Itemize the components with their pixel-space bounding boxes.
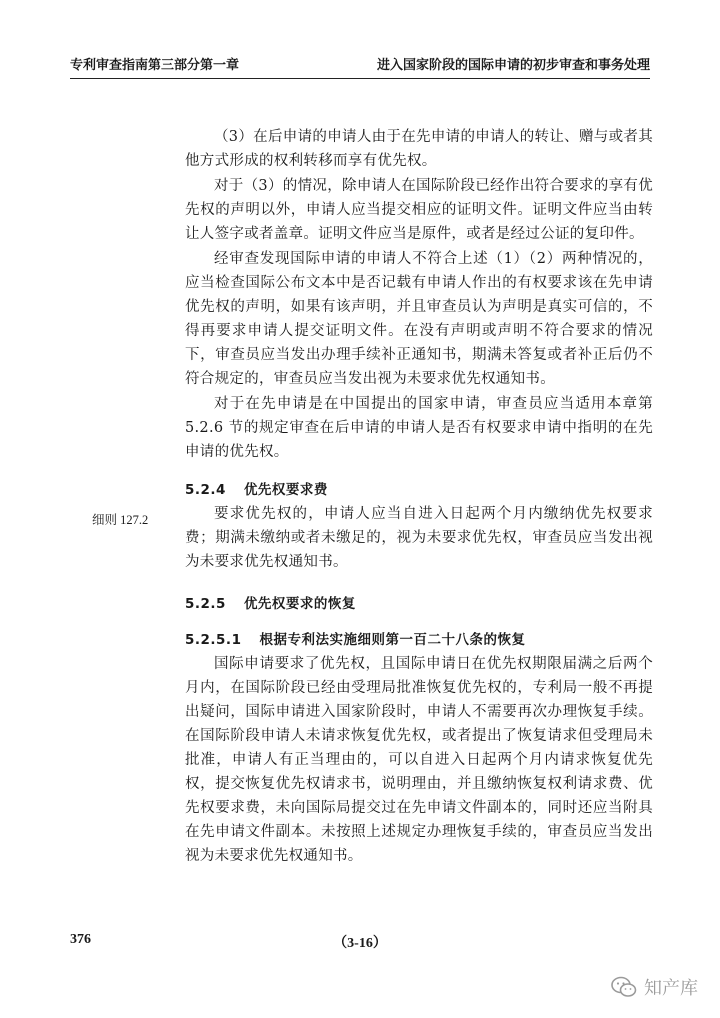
section-number: 5.2.5 bbox=[185, 596, 226, 612]
paragraph-transfer: （3）在后申请的申请人由于在先申请的申请人的转让、赠与或者其他方式形成的权利转移而享有优先权。 bbox=[185, 129, 653, 169]
watermark bbox=[610, 972, 698, 1002]
paragraph-declaration: 经审查发现国际申请的申请人不符合上述（1）（2）两种情况的，应当检查国际公布文本中是否记载有申请人作出的有权要求该在先申请优先权的声明，如果有该声明，并且审查员认为声明是真实可信的，不得再要求申请人提交证明文件。在没有声明或声明不符合要求的情况下，审查员应当发出办理手续补正通知书，期满未答复或者补正后仍不符合规定的，审查员应当发出视为未要求优先权通知书。 bbox=[185, 251, 653, 387]
margin-note-rule: 细则 127.2 bbox=[92, 513, 149, 527]
section-heading-5-2-4 bbox=[185, 478, 653, 502]
header-title: 进入国家阶段的国际申请的初步审查和事务处理 bbox=[376, 58, 650, 73]
running-header bbox=[70, 56, 650, 79]
paragraph-chinese-application: 对于在先申请是在中国提出的国家申请，审查员应当适用本章第 5.2.6 节的规定审查在后申请的申请人是否有权要求申请中指明的在先申请的优先权。 bbox=[185, 396, 653, 460]
header-chapter: 专利审查指南第三部分第一章 bbox=[70, 58, 240, 73]
section-title: 根据专利法实施细则第一百二十八条的恢复 bbox=[259, 632, 526, 648]
section-number: 5.2.5.1 bbox=[185, 632, 242, 648]
section-heading-5-2-5 bbox=[185, 592, 653, 616]
paragraph-priority-fee: 要求优先权的，申请人应当自进入日起两个月内缴纳优先权要求费；期满未缴纳或者未缴足的，视为未要求优先权，审查员应当发出视为未要求优先权通知书。 bbox=[185, 506, 653, 570]
paragraph-certificate: 对于（3）的情况，除申请人在国际阶段已经作出符合要求的享有优先权的声明以外，申请人应当提交相应的证明文件。证明文件应当由转让人签字或者盖章。证明文件应当是原件，或者是经过公证的复印件。 bbox=[185, 178, 653, 242]
section-title: 优先权要求费 bbox=[243, 482, 328, 498]
wechat-icon bbox=[610, 975, 638, 999]
section-heading-5-2-5-1 bbox=[185, 628, 653, 652]
watermark-text: 知产库 bbox=[644, 978, 698, 999]
section-page-ref: （3-16） bbox=[333, 936, 387, 951]
page-number: 376 bbox=[70, 932, 91, 947]
paragraph-restoration: 国际申请要求了优先权，且国际申请日在优先权期限届满之后两个月内，在国际阶段已经由受理局批准恢复优先权的，专利局一般不再提出疑问，国际申请进入国家阶段时，申请人不需要再次办理恢复手续。在国际阶段申请人未请求恢复优先权，或者提出了恢复请求但受理局未批准，申请人有正当理由的，可以自进入日起两个月内请求恢复优先权，提交恢复优先权请求书，说明理由，并且缴纳恢复权利请求费、优先权要求费，未向国际局提交过在先申请文件副本的，同时还应当附具在先申请文件副本。未按照上述规定办理恢复手续的，审查员应当发出视为未要求优先权通知书。 bbox=[185, 656, 653, 864]
page-body bbox=[185, 125, 653, 869]
section-number: 5.2.4 bbox=[185, 482, 226, 498]
section-title: 优先权要求的恢复 bbox=[243, 596, 356, 612]
